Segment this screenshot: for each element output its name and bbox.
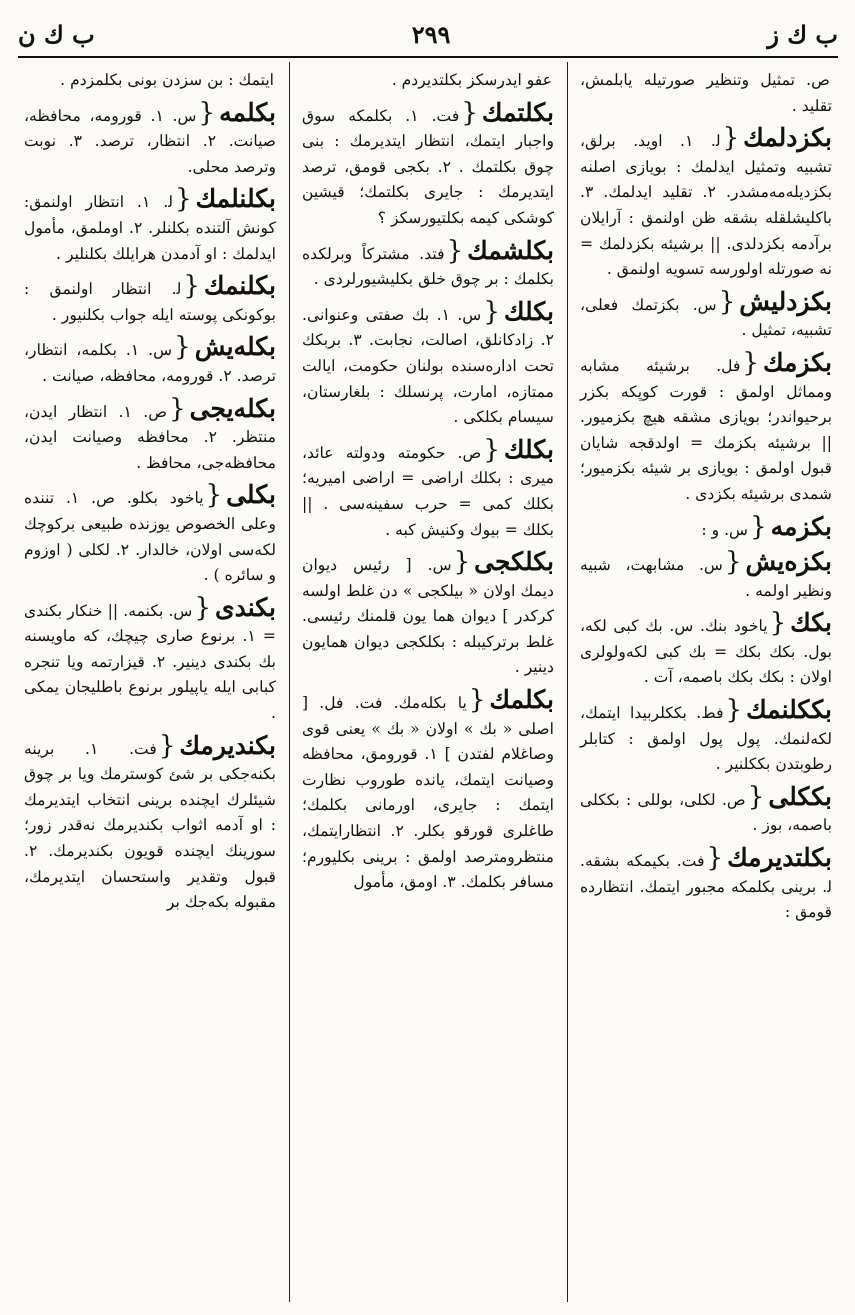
- entry: [302, 685, 554, 896]
- headword: بكلى: [226, 480, 276, 510]
- headword: بكلمك: [489, 685, 554, 715]
- entry: [580, 512, 832, 544]
- brace-glyph: {: [169, 393, 186, 424]
- entry: [580, 782, 832, 839]
- brace-glyph: {: [750, 511, 767, 542]
- headword: بكزدليش: [739, 286, 832, 316]
- headword: بكزه‌يش: [745, 547, 832, 577]
- entry: [580, 843, 832, 926]
- brace-glyph: {: [205, 480, 223, 511]
- headword: بكله‌يش: [194, 332, 276, 362]
- definition: س. بكزتمك فعلى، تشبيه، تمثيل .: [580, 295, 832, 340]
- column-right: [574, 62, 838, 1302]
- brace-glyph: {: [706, 843, 724, 874]
- brace-glyph: {: [183, 271, 200, 302]
- definition: يا بكله‌مك. فت. فل. [ اصلى « بك » اولان « بك » يعنى قوى وصاغلام لفتدن ] ١. قورومق، محافظه وصيانت ايتمك، يانده طوروب نظارت ايتمك : جايرى، اورمانى بكلمك؛ طاغلرى قورقو بكلر. ٢. انتظارايتمك، منتظرومترصد اولمق : برينى بكليورم؛ مسافر بكلمك. ٣. اومق، مأمول: [302, 694, 555, 892]
- header-right-guide-letters: ب ك ز: [767, 19, 838, 49]
- entry: [24, 98, 276, 181]
- entry: [24, 62, 276, 94]
- entry: [302, 547, 554, 681]
- headword: بكلتمك: [481, 97, 554, 127]
- definition: فتد. مشتركاً وبرلكده بكلمك : بر چوق خلق بكليشيورلردى .: [302, 244, 554, 289]
- running-header: [18, 14, 838, 54]
- definition: س. مشابهت، شبيه ونظير اولمه .: [580, 556, 832, 600]
- headword: بكندى: [215, 592, 276, 622]
- entry: [24, 271, 276, 328]
- dictionary-columns: [18, 62, 838, 1302]
- entry: [24, 394, 276, 477]
- definition: ايتمك : بن سزدن بونى بكلمزدم .: [60, 71, 274, 89]
- headword: بكلمه: [219, 97, 276, 127]
- definition: س. ١. بكلمه، انتظار، ترصد. ٢. قورومه، محافظه، صيانت .: [24, 341, 276, 385]
- headword: بكلك: [503, 296, 554, 326]
- column-left: [18, 62, 282, 1302]
- definition: س. ١. قورومه، محافظه، صيانت. ٢. انتظار، ترصد. ٣. نوبت وترصد محلى.: [24, 106, 277, 176]
- brace-glyph: {: [483, 296, 500, 327]
- definition: ﻟ. انتظار اولنمق : بوكونكى پوسته ايله جواب بكلنيور .: [24, 280, 276, 324]
- headword: بكنديرمك: [179, 730, 277, 760]
- definition: ياخود بنك. س. بك كبى لكه، بول. بكك بكك = بك كبى لكه‌ولولرى اولان : بكك بكك باصمه، آت .: [580, 617, 832, 687]
- brace-glyph: {: [198, 97, 216, 128]
- brace-glyph: {: [718, 286, 736, 317]
- definition: فت. ١. برينه بكنه‌جكى بر شئ كوسترمك ويا بر چوق شيئلرك ايچنده برينى انتخاب ايتديرمك : او آدمه اثواب بكنديرمك نه‌قدر زور؛ سورينك ايچنده قويون بكنديرمك. ٢. قبول وتقدير واستحسان ايتديرمك، مقبوله بكه‌جك بر: [24, 739, 276, 912]
- headword: بكزمك: [762, 347, 832, 377]
- entry: [302, 435, 554, 543]
- definition: ياخود بكلو. ص. ١. تننده وعلى الخصوص يوزنده طبيعى بركوچك لكه‌سى اولان، خالدار. ٢. لكلى ( اوزوم و سائره ) .: [24, 489, 277, 585]
- headword: بككلى: [768, 781, 832, 811]
- entry: [302, 236, 554, 293]
- brace-glyph: {: [769, 608, 787, 639]
- brace-glyph: {: [722, 123, 740, 154]
- entry: [24, 593, 276, 727]
- headword: بكزدلمك: [743, 123, 832, 153]
- headword: بكلتديرمك: [727, 843, 832, 873]
- entry: [302, 62, 554, 94]
- definition: ص. تمثيل وتنظير صورتيله يابلمش، تقليد .: [580, 71, 832, 115]
- definition: ﻟ. ١. انتظار اولنمق: كونش آلتنده بكلنلر. ٢. اوملمق، مأمول ايدلمك : او آدمدن هرايلك بكلنلير .: [24, 193, 276, 263]
- headword: بكلشمك: [467, 235, 554, 265]
- definition: ص. لكلى، بوللى : بككلى باصمه، بوز .: [580, 790, 832, 835]
- definition: ص. حكومته ودولته عائد، ميرى : بكلك اراضى = اراضى اميريه؛ بكلك كمى = حرب سفينه‌سى . || بكلك = بيوك وكنيش كبه .: [302, 443, 554, 539]
- brace-glyph: {: [446, 235, 464, 266]
- brace-glyph: {: [461, 97, 478, 128]
- definition: فط. بككلربيدا ايتمك، لكه‌لنمك. پول پول اولمق : كتابلر رطوبتدن بككلنير .: [580, 704, 832, 774]
- header-left-guide-letters: ب ك ن: [18, 19, 95, 49]
- brace-glyph: {: [158, 730, 176, 761]
- definition: عفو ايدرسكز بكلتديردم .: [391, 71, 552, 89]
- definition: فت. ١. بكلمكه سوق واجبار ايتمك، انتظار ايتديرمك : بنى چوق بكلتمك . ٢. بكجى قومق، ترصد ايتديرمك : جايرى بكلتمك؛ قيشين كوشكى كيمه بكلتيورسكز ؟: [302, 106, 554, 227]
- headword: بكلكجى: [474, 547, 554, 577]
- brace-glyph: {: [483, 434, 500, 465]
- definition: فت. بكيمكه بشقه. ﻟ. برينى بكلمكه مجبور ايتمك. انتظارده قومق :: [580, 852, 832, 922]
- definition: س. و :: [701, 520, 749, 539]
- column-divider: [282, 62, 296, 1302]
- entry: [580, 695, 832, 778]
- entry: [580, 123, 832, 283]
- column-middle: [296, 62, 560, 1302]
- header-rule: [18, 56, 838, 58]
- brace-glyph: {: [725, 695, 743, 726]
- entry: [580, 62, 832, 119]
- headword: بككلنمك: [746, 695, 832, 725]
- definition: س. بكنمه. || خنكار بكندى = ١. برنوع صارى چيچك، كه ماويسنه بك بكندى دينير. ٢. قيزارتمه ويا تنجره كبابى ايله ياپيلور برنوع باطليجان يمكى .: [24, 601, 276, 723]
- brace-glyph: {: [174, 332, 191, 363]
- entry: [24, 184, 276, 267]
- brace-glyph: {: [724, 547, 742, 578]
- column-divider: [560, 62, 574, 1302]
- definition: س. ١. بك صفتى وعنوانى. ٢. زادكانلق، اصالت، نجابت. ٣. بربكك تحت اداره‌سنده بولنان حكومت، ايالت ممتازه، امارت، پرنسلك : بلغارستان، سيسام بكلكى .: [302, 305, 554, 427]
- headword: بكله‌يجى: [189, 393, 276, 423]
- definition: ص. ١. انتظار ايدن، منتظر. ٢. محافظه وصيانت ايدن، محافظه‌جى، محافظ .: [24, 402, 276, 472]
- brace-glyph: {: [747, 781, 765, 812]
- entry: [580, 287, 832, 344]
- brace-glyph: {: [453, 547, 471, 578]
- brace-glyph: {: [468, 685, 486, 716]
- brace-glyph: {: [742, 347, 759, 378]
- headword: بكلنلمك: [195, 184, 276, 214]
- headword: بكك: [790, 608, 832, 638]
- definition: س. [ رئيس ديوان ديمك اولان « بيلكجى » دن غلط اولسه كركدر ] ديوان هما يون قلمنك رئيسى. غلط برتركيبله : بكلكجى ديوان همايون دينير .: [302, 556, 554, 677]
- brace-glyph: {: [194, 592, 211, 623]
- entry: [580, 547, 832, 604]
- entry: [24, 731, 276, 916]
- definition: ﻟ. ١. اويد. برلق، تشبيه وتمثيل ايدلمك : بويازى اصلنه بكزديله‌مه‌مشدر. ٢. تقليد ايدلمك. ٣. باكليشلقله بشقه ظن اولنمق : آرايلان برآدمه بكزدلدى. || برشيئه بكزدلمك = نه صورتله اولورسه تسويه اولنمق .: [580, 132, 832, 279]
- headword: بكزمه: [770, 511, 832, 541]
- entry: [580, 348, 832, 508]
- entry: [302, 297, 554, 431]
- entry: [302, 98, 554, 232]
- entry: [24, 332, 276, 389]
- headword: بكلك: [503, 434, 554, 464]
- entry: [580, 608, 832, 691]
- brace-glyph: {: [175, 184, 192, 215]
- page-number: ۲۹۹: [411, 19, 451, 49]
- definition: فل. برشيئه مشابه ومماثل اولمق : قورت كوپكه بكزر برحيواندر؛ بويازى مشقه هيچ بكزميور. || برشيئه بكزمك = اولدقجه شايان قبول اولمق : بويازى بر شيئه بكزميور؛ شمدى برشيئه بكزدى .: [580, 356, 832, 503]
- headword: بكلنمك: [203, 271, 276, 301]
- entry: [24, 480, 276, 588]
